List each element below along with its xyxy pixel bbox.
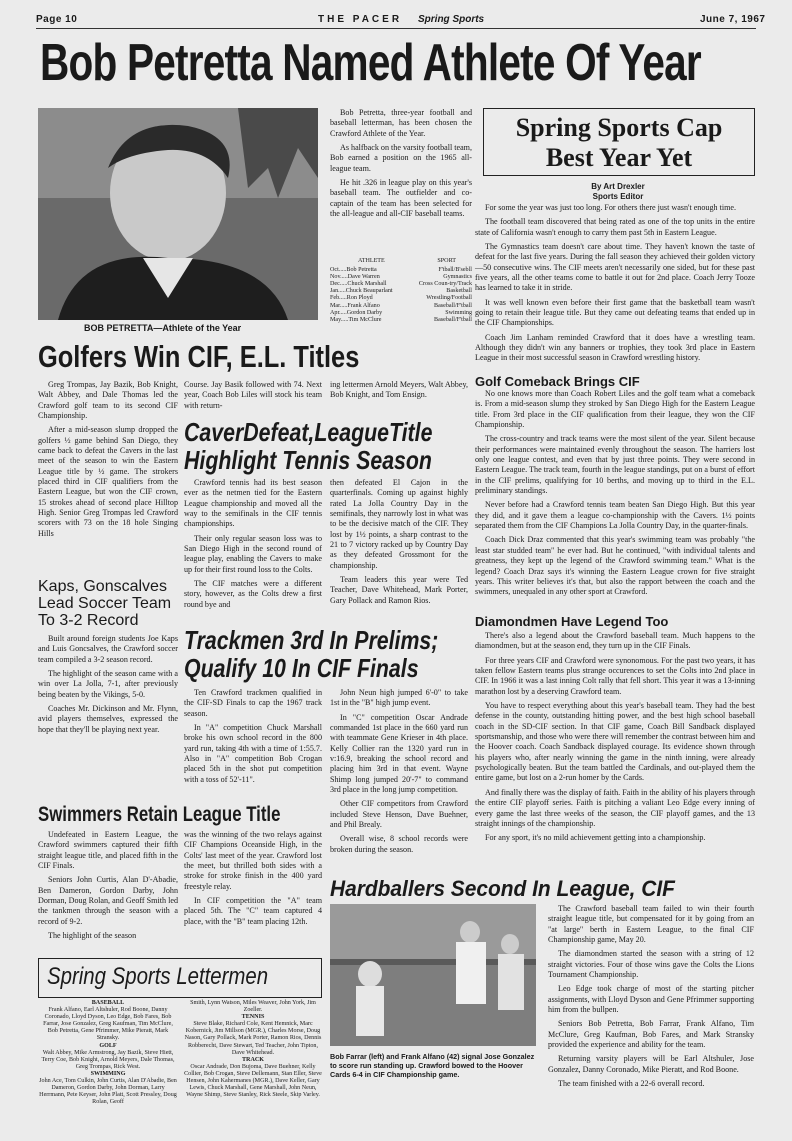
tennis-paragraph: Crawford tennis had its best season ever as the netmen tied for the Eastern League championship and moved all the way to the semifinals in the CIF tennis championships. <box>184 478 322 529</box>
tennis-paragraph: Team leaders this year were Ted Teacher, Dave Whitehead, Mark Porter, Gary Pollack and Ramon Rios. <box>330 575 468 605</box>
track-paragraph: John Neun high jumped 6'-0" to take 1st in the "B" high jump event. <box>330 688 468 708</box>
track-article-col1 <box>184 688 322 789</box>
golf-headline: Golfers Win CIF, E.L. Titles <box>38 339 360 374</box>
athlete-sport-cell: F'tball/B'sebll <box>438 267 472 274</box>
cap-paragraph: The cross-country and track teams were the most silent of the year. Silent because their performances were maintained evenly throughout the season. The harriers lost only one league contest, and even that by just three points. They were second in Eastern League. The track team, fourth in the league standings, put on a burst of effort in the CIF prelims, qualifying for 10 berths, and moving up to third in the E.L. preliminary standings. <box>475 434 755 496</box>
athlete-name-cell: May.....Tim McClure <box>330 316 382 323</box>
diamondmen-subhead: Diamondmen Have Legend Too <box>475 614 669 629</box>
athlete-table <box>330 258 472 324</box>
athlete-table-row <box>330 274 472 281</box>
golf-comeback-subhead: Golf Comeback Brings CIF <box>475 374 640 389</box>
athlete-sport-cell: Swimming <box>445 309 472 316</box>
lettermen-sport-heading: SWIMMING <box>90 1070 126 1077</box>
tennis-paragraph: The CIF matches were a different story, however, as the Colts drew a first round bye and <box>184 579 322 609</box>
athlete-sport-cell: Baseball/F'tball <box>434 302 472 309</box>
athlete-photo <box>38 108 318 320</box>
tennis-article-col1 <box>184 478 322 614</box>
athlete-name-cell: Nov.....Dave Warren <box>330 274 380 281</box>
lettermen-col1 <box>38 1000 178 1106</box>
swim-article-col1 <box>38 830 178 945</box>
swim-paragraph: In CIF competition the "A" team placed 5th. The "C" team captured 4 place, with the "B" team placing 12th. <box>184 896 322 926</box>
athlete-table-header <box>330 258 472 265</box>
hardball-paragraph: The Crawford baseball team failed to win their fourth straight league title, but compensated for it by going from an "at large" berth in Eastern League, to the final CIF Championship game, May 20. <box>548 904 754 945</box>
swim-paragraph: was the winning of the two relays against CIF Champions Oceanside High, in the Colts' last meet of the year. Crawford lost the meet, but thrilled both sides with a stroke for stroke finish in the 400 yard freestyle relay. <box>184 830 322 891</box>
cap-paragraph: No one knows more than Coach Robert Liles and the golf team what a comeback is. From a mid-season slump they stroked by San Diego High for the Eastern League title. From 3rd place in the CIF qualification from their league, they won the CIF Championship. <box>475 389 755 430</box>
golf-article-col3 <box>330 380 468 405</box>
hardball-paragraph: The diamondmen started the season with a string of 12 straight victories. Four of those wins gave the Colts the Lions Tournament Championship. <box>548 949 754 980</box>
lettermen-sport-heading: TRACK <box>241 1056 264 1063</box>
track-article-col2 <box>330 688 468 859</box>
baseball-photo <box>330 904 536 1046</box>
golf-comeback-article <box>475 389 755 602</box>
track-headline-line-1: Trackmen 3rd In Prelims; <box>184 625 439 655</box>
lettermen-names: Oscar Andrade, Don Bujoma, Dave Buehner, Kelly Collier, Bob Crogan, Steve Dellemann, Stan Eller, Steve Hensen, John Kahermanes (MGR.), Dave Keller, Gary Lewis, Chuck Marshall, Gene Marshall, John Neun, Wayne Shimp, Steve Stanley, Rick Steele, Skip Varley. <box>184 1063 322 1099</box>
athlete-paragraph: As halfback on the varsity football team, Bob earned a position on the 1965 all-league team. <box>330 143 472 173</box>
athlete-sport-cell: Gymnastics <box>443 274 472 281</box>
soccer-paragraph: The highlight of the season came with a win over La Jolla, 7-1, after previously being beaten by the Vikings, 5-0. <box>38 669 178 699</box>
cap-paragraph: You have to respect everything about this year's baseball team. They had the best defense in the county, outstanding hitting power, and the best high school baseball coach in the SD-CIF section. In that CIF game, Coach Bill Sandback displayed sportsmanship, and those who were there will remember the contrast between him and the Hoover coach. Coach Sandback displayed courage. Its evidence shown through his players who, after nearly winning the game in the ninth inning, were already psychologically beaten. But the team battled the Cardinals, and out-played them the entire game, but lost on a 2-run homer by the Cards. <box>475 701 755 783</box>
soccer-headline-line: Lead Soccer Team <box>38 595 172 612</box>
track-paragraph: In "A" competition Chuck Marshall broke his own school record in the 800 yard run, taking 4th with a time of 1:55.7. Also in "A" competition Bob Crogan placed 5th in the shot put competition with a toss of 52'-11". <box>184 723 322 784</box>
athlete-name-cell: Jan.....Chuck Beauparlant <box>330 288 393 295</box>
cap-paragraph: Coach Jim Lanham reminded Crawford that it does have a wrestling team. Although they didn't win any banners or trophies, they took 3rd place in Eastern League in their most successful season in Crawford wrestling history. <box>475 332 755 363</box>
byline-name: By Art Drexler <box>591 182 645 191</box>
track-paragraph: Ten Crawford trackmen qualified in the CIF-SD Finals to cap the 1967 track season. <box>184 688 322 718</box>
athlete-name-cell: Mar.....Frank Alfano <box>330 302 380 309</box>
hardball-headline: Hardballers Second In League, CIF <box>330 876 675 901</box>
cap-paragraph: Never before had a Crawford tennis team beaten San Diego High. But this year they did, and it gave them a league co-championship with the Cavers. 1½ points separated them from the CIF Champions La Jolla Country Day, in the quarter-finals. <box>475 500 755 531</box>
cap-paragraph: The football team discovered that being rated as one of the top units in the entire state of California wasn't enough to carry them past 5th in Eastern League. <box>475 217 755 237</box>
cap-title-box <box>483 108 755 176</box>
athlete-name-cell: Feb.....Ron Ployd <box>330 295 373 302</box>
cap-paragraph: There's also a legend about the Crawford baseball team. Much happens to the diamondmen, but at the season end, they turn up in the CIF Finals. <box>475 631 755 651</box>
baseball-photo-caption: Bob Farrar (left) and Frank Alfano (42) signal Jose Gonzalez to score run standing up. Crawford bowed to the Hoover Cards 6-4 in CIF Championship game. <box>330 1052 535 1079</box>
lettermen-names: Frank Alfano, Earl Altshuler, Rod Boone, Danny Coronado, Lloyd Dyson, Leo Edge, Bob Fares, Bob Farrar, Jose Gonzalez, Greg Kaufman, Tim McClure, Bob Petretta, Gene Pfrimmer, Mike Pieratt, Mark Stransky. <box>43 1007 173 1042</box>
track-headline-line-2: Qualify 10 In CIF Finals <box>184 653 419 683</box>
hardball-paragraph: Returning varsity players will be Earl Altshuler, Jose Gonzalez, Danny Coronado, Mike Pieratt, and Rod Boone. <box>548 1054 754 1074</box>
athlete-name-cell: Oct.....Bob Petretta <box>330 267 377 274</box>
cap-paragraph: The Gymnastics team doesn't care about time. They haven't known the taste of defeat for the last five years. During the fall season they achieved their golden victory—50 consecutive wins. The CIF meets aren't necessarily one sided, but for these past five years, all the other teams come to battle it out for 2nd place. Coach Jerry Tooze has learned to take it in stride. <box>475 242 755 293</box>
athlete-sport-cell: Wrestling/Football <box>426 295 472 302</box>
athlete-article <box>330 108 472 223</box>
golf-article-col1 <box>38 380 178 543</box>
cap-paragraph: It was well known even before their first game that the basketball team wasn't going to retain their league title. But they came out defeating teams that ended up in the CIF Championships. <box>475 297 755 328</box>
cap-title-line-2: Best Year Yet <box>545 143 693 172</box>
tennis-paragraph: then defeated El Cajon in the quarterfinals. Coming up against highly rated La Jolla Country Day in the semifinals, they narrowly lost in what was to be the decisive match of the CIF. They lost by 1½ points, a sharp contrast to the 21 to 7 victory racked up by Country Day as they defeated Grossmont for the championship. <box>330 478 468 570</box>
page-number: Page 10 <box>36 14 78 25</box>
section-name: Spring Sports <box>418 14 485 25</box>
hardball-paragraph: The team finished with a 22-6 overall record. <box>558 1079 705 1089</box>
cap-paragraph: And finally there was the display of faith. Faith in the ability of his players through the entire CIF playoff series. Faith is pitching a valiant Leo Edge every inning of every game the last three weeks of the season, the CIF playoff games, and the 13 straight innings of the championship. <box>475 787 755 828</box>
lettermen-names: Walt Abbey, Mike Armstrong, Jay Bazik, Steve Hiett, Terry Coe, Bob Knight, Arnold Meyers, Dale Thomas, Greg Trompas, Rick West. <box>41 1049 175 1070</box>
athlete-paragraph: Bob Petretta, three-year football and baseball letterman, has been chosen the Crawford Athlete of the Year. <box>330 108 472 138</box>
soccer-paragraph: Coaches Mr. Dickinson and Mr. Flynn, avid players themselves, expressed the hope that they'll be playing next year. <box>38 704 178 734</box>
cap-title-line-1: Spring Sports Cap <box>515 113 723 142</box>
lettermen-names: Steve Blake, Richard Cole, Kent Hemnick, Marc Kobernick, Jim Millson (MGR.), Charles Morse, Doug Nason, Gary Pollack, Mark Porter, Ramon Rios, Dennis Robberecht, Dave Stewart, Ted Teacher, John Tipton, Dave Whitehead. <box>184 1021 322 1056</box>
swim-headline: Swimmers Retain League Title <box>38 803 281 826</box>
athlete-table-row <box>330 310 472 317</box>
lettermen-names: John Ace, Tom Culkin, John Curtis, Alan D'Abadie, Ben Dameron, Gordon Darby, John Dorman, Larry Herrmann, Pete Keyser, John Platt, Scott Pressley, Doug Rolan, Geoff <box>39 1078 177 1106</box>
athlete-table-row <box>330 303 472 310</box>
athlete-sport-cell: Baseball/F'tball <box>434 316 472 323</box>
golf-paragraph: Greg Trompas, Jay Bazik, Bob Knight, Walt Abbey, and Dale Thomas led the Crawford golf team to its second CIF Championship. <box>38 380 178 421</box>
athlete-name-cell: Dec.....Chuck Marshall <box>330 281 387 288</box>
page-headline: Bob Petretta Named Athlete Of Year <box>40 34 701 92</box>
cap-paragraph: For three years CIF and Crawford were synonomous. For the past two years, it has taken fellow Eastern teams plus strange occurences to set the Colts into 2nd place in CIF. In 1966 it was a last inning Colt rally that fell short. This year it was a 13-inning marathon lost by a deserving Crawford team. <box>475 655 755 696</box>
lettermen-sport-heading: BASEBALL <box>91 1000 125 1006</box>
header-rule <box>36 28 756 29</box>
lettermen-col2 <box>184 1000 322 1099</box>
track-paragraph: In "C" competition Oscar Andrade commanded 1st place in the 660 yard run with teammate Gene Krieser in 4th place. Kelly Collier ran the 1320 yard run in v:16.9, breaking the school record and placing him 3rd in that event. Wayne Shimp long jumped 20'-7" to command 3rd place in the long jump competition. <box>330 712 468 795</box>
track-paragraph: Other CIF competitors from Crawford included Steve Henson, Dave Buehner, and Phil Brealy. <box>330 799 468 830</box>
cap-paragraph: For some the year was just too long. For others there just wasn't enough time. <box>485 203 736 212</box>
athlete-name-cell: Apr.....Gordon Darby <box>330 309 383 316</box>
cap-paragraph: For any sport, it's no mild achievement getting into a championship. <box>485 833 706 843</box>
soccer-headline-line: To 3-2 Record <box>38 612 139 629</box>
track-paragraph: Overall wise, 8 school records were broken during the season. <box>330 834 468 854</box>
golf-article-col2 <box>184 380 322 415</box>
table-header-sport: SPORT <box>437 258 456 264</box>
tennis-headline-line-1: CaverDefeat,LeagueTitle <box>184 417 433 447</box>
athlete-table-row <box>330 267 472 274</box>
tennis-article-col2 <box>330 478 468 610</box>
hardball-paragraph: Seniors Bob Petretta, Bob Farrar, Frank Alfano, Tim McClure, Greg Kaufman, Bob Fares, and Mark Stransky provided the experience and ability for the team. <box>548 1019 754 1050</box>
soccer-headline <box>38 578 180 629</box>
lettermen-names: Smith, Lynn Watson, Miles Weaver, John York, Jim Zoeller. <box>190 1000 316 1014</box>
table-header-athlete: ATHLETE <box>358 258 385 264</box>
issue-date: June 7, 1967 <box>700 14 766 25</box>
soccer-headline-line: Kaps, Gonscalves <box>38 578 167 595</box>
golf-paragraph: Course. Jay Basik followed with 74. Next year, Coach Bob Liles will stock his team with return- <box>184 380 322 410</box>
lettermen-title: Spring Sports Lettermen <box>47 963 269 990</box>
soccer-article <box>38 634 178 739</box>
cap-article <box>475 203 755 368</box>
hardball-article <box>548 904 754 1094</box>
athlete-photo-caption: BOB PETRETTA—Athlete of the Year <box>84 323 242 333</box>
golf-paragraph: ing lettermen Arnold Meyers, Walt Abbey, Bob Knight, and Tom Ensign. <box>330 380 468 400</box>
athlete-table-row <box>330 317 472 324</box>
paper-name: THE PACER <box>318 14 403 25</box>
athlete-table-row <box>330 281 472 288</box>
athlete-table-row <box>330 295 472 302</box>
athlete-table-row <box>330 288 472 295</box>
hardball-paragraph: Leo Edge took charge of most of the starting pitcher assignments, with Lloyd Dyson and Gene Pfrimmer supporting him from the bullpen. <box>548 984 754 1015</box>
tennis-paragraph: Their only regular season loss was to San Diego High in the second round of league play, enabling the Cavers to make up for their first round loss to the Colts. <box>184 533 322 574</box>
swim-paragraph: Seniors John Curtis, Alan D'-Abadie, Ben Dameron, Gordon Darby, John Dorman, Doug Rolan, and Geoff Smith led the tankmen through the season with a record of 9-2. <box>38 875 178 926</box>
swim-article-col2 <box>184 830 322 931</box>
athlete-sport-cell: Basketball <box>446 288 472 295</box>
cap-paragraph: Coach Dick Draz commented that this year's swimming team was probably "the least star studded team" he ever had. But he continued, "with individual talents and greatness, they kept up the legend of the Crawford swimming team." What is the legend? Coach Draz says it's winning the Eastern League crown for five straight years. This writer believes it's that, but also the rapport between the coach and the swimmers, unequaled in any other sport at Crawford. <box>475 535 755 597</box>
diamondmen-article <box>475 631 755 848</box>
lettermen-sport-heading: GOLF <box>99 1042 117 1049</box>
byline-role: Sports Editor <box>592 192 644 201</box>
athlete-sport-cell: Cross Coun-try/Track <box>418 281 472 288</box>
swim-paragraph: The highlight of the season <box>48 931 137 941</box>
cap-byline <box>483 182 753 202</box>
swim-paragraph: Undefeated in Eastern League, the Crawford swimmers captured their fifth straight league title, and placed fifth in the CIF Finals. <box>38 830 178 871</box>
lettermen-sport-heading: TENNIS <box>241 1014 265 1021</box>
tennis-headline-line-2: Highlight Tennis Season <box>184 445 432 475</box>
lettermen-title-box <box>38 958 322 998</box>
athlete-paragraph: He hit .326 in league play on this year's baseball team. The outfielder and co-captain of the team has been selected for the all-league and all-CIF baseball teams. <box>330 178 472 219</box>
soccer-paragraph: Built around foreign students Joe Kaps and Luis Goncsalves, the Crawford soccer team compiled a 3-2 season record. <box>38 634 178 664</box>
golf-paragraph: After a mid-season slump dropped the golfers ½ game behind San Diego, they came back to defeat the Cavers in the last meet of the season to win the Eastern League title by ½ game. The strokers placed third in CIF qualifiers from the Eastern League, but won the CIF crown, 15 strokes ahead of second place Hilltop High. Senior Greg Trompas led Crawford scorers with 73 on the 18 hole Singing Hills <box>38 425 178 538</box>
